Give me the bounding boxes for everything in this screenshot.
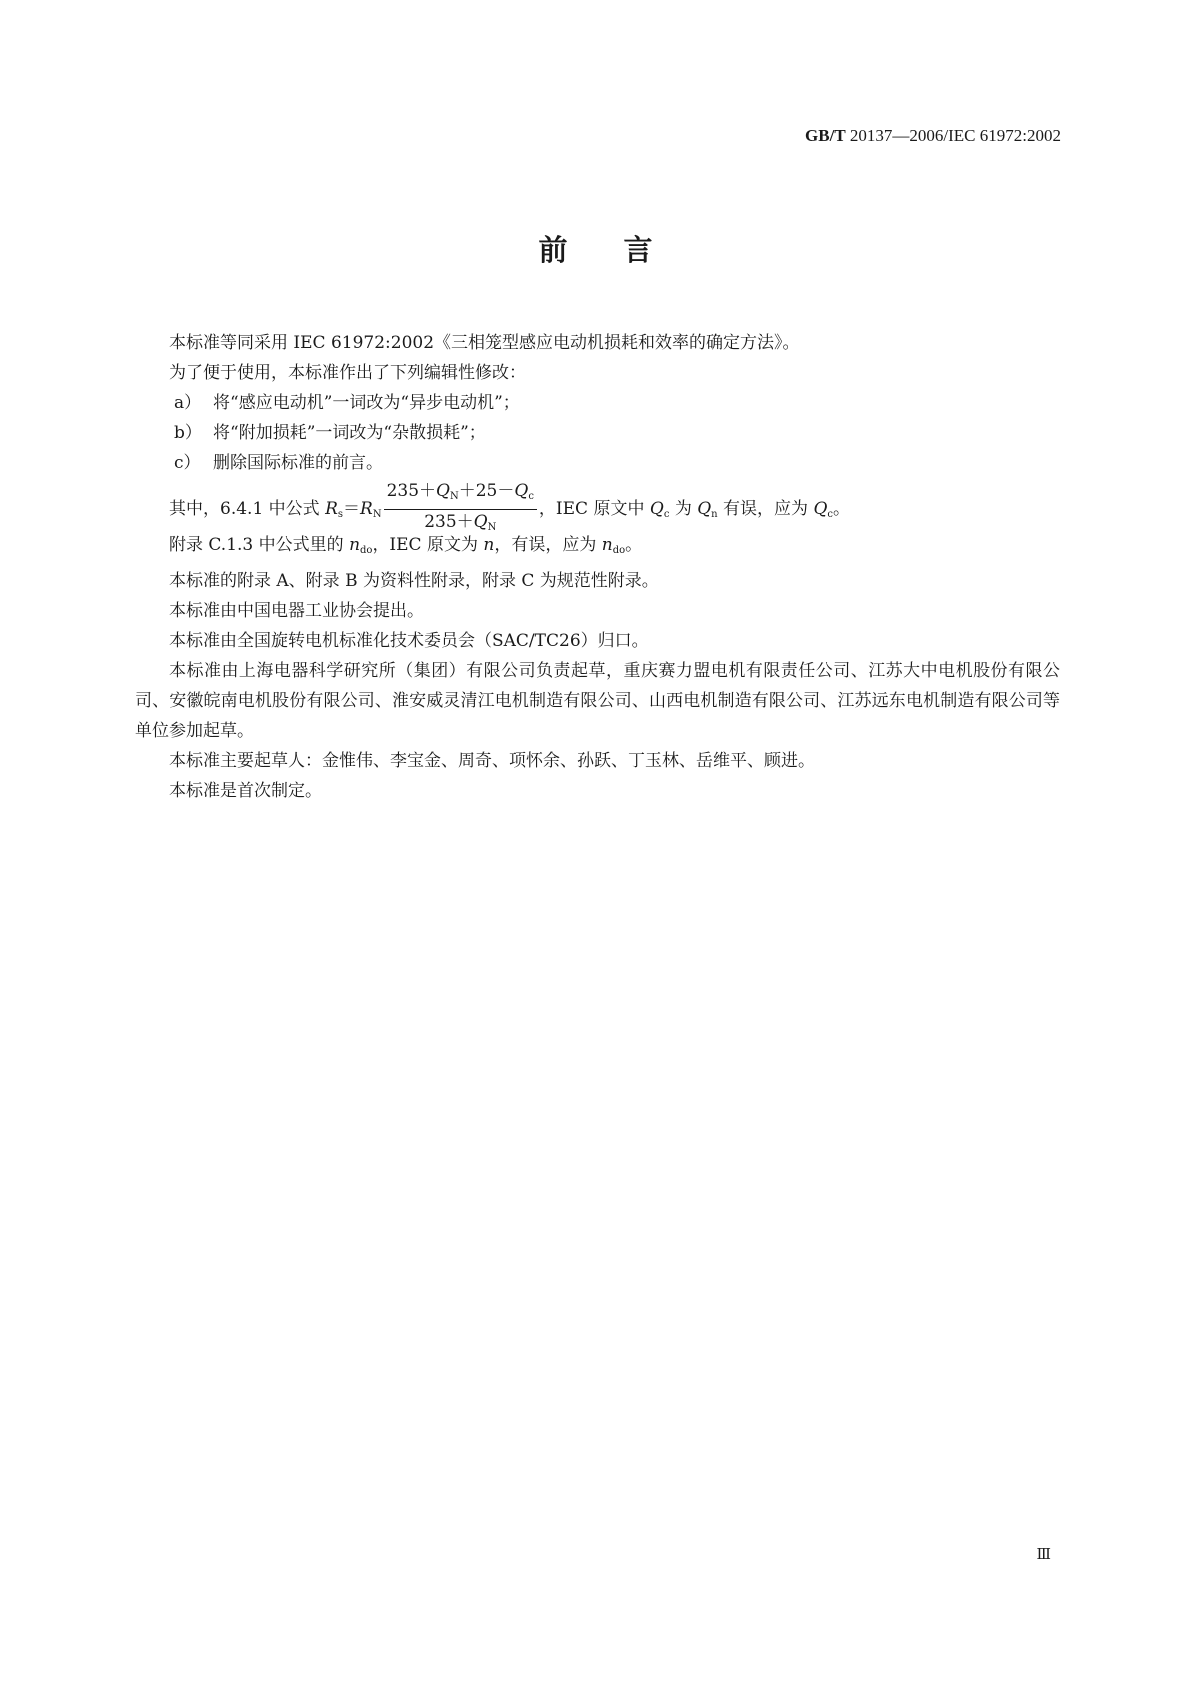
list-item-text: 将“感应电动机”一词改为“异步电动机”；	[213, 393, 520, 413]
formula-sub: do	[360, 545, 373, 556]
numerator-text: 235＋	[386, 481, 437, 501]
formula-var: n	[349, 535, 361, 555]
annex-text: 附录 C.1.3 中公式里的	[169, 535, 350, 555]
formula-tail-text: 为	[669, 499, 698, 519]
list-item-text: 删除国际标准的前言。	[213, 453, 383, 473]
list-item	[135, 388, 1060, 418]
numerator-text: ＋25－	[458, 481, 515, 501]
formula-sub: s	[337, 509, 344, 520]
formula-var: n	[483, 535, 495, 555]
foreword-body	[135, 328, 1060, 806]
list-item-text: 将“附加损耗”一词改为“杂散损耗”；	[213, 423, 486, 443]
formula-eq: ＝	[343, 499, 361, 519]
formula-sub: N	[487, 522, 497, 533]
formula-var: R	[325, 499, 338, 519]
paragraph-first-edition: 本标准是首次制定。	[169, 781, 322, 801]
page-number: Ⅲ	[1036, 1547, 1051, 1563]
formula-sub: c	[663, 509, 670, 520]
list-marker: c）	[174, 453, 201, 473]
formula-var: Q	[697, 499, 712, 519]
page-title: 前言	[538, 233, 709, 267]
standard-code-number: 20137—2006/IEC 61972:2002	[849, 126, 1061, 145]
standard-code	[805, 126, 1061, 146]
formula-var: Q	[813, 499, 828, 519]
formula-sub: N	[449, 491, 459, 502]
list-item	[135, 418, 1060, 448]
denominator-text: 235＋	[424, 512, 474, 532]
annex-text: ，IEC 原文为	[372, 535, 484, 555]
paragraph-drafters: 本标准主要起草人：金惟伟、李宝金、周奇、项怀余、孙跃、丁玉林、岳维平、顾进。	[169, 751, 815, 771]
formula-sub: c	[528, 491, 534, 502]
list-marker: b）	[174, 423, 202, 443]
formula-sub: n	[711, 509, 718, 520]
paragraph-adoption: 本标准等同采用 IEC 61972:2002《三相笼型感应电动机损耗和效率的确定方法》。	[169, 333, 800, 353]
formula-sub: N	[372, 509, 382, 520]
fraction-numerator	[384, 480, 537, 510]
formula-lead-text: 其中，6.4.1 中公式	[169, 499, 326, 519]
formula-var: R	[360, 499, 373, 519]
formula-tail-text: 。	[832, 499, 850, 519]
paragraph-formula-correction	[135, 480, 1060, 533]
list-marker: a）	[174, 393, 202, 413]
formula-var: Q	[436, 481, 450, 501]
paragraph-committee: 本标准由全国旋转电机标准化技术委员会（SAC/TC26）归口。	[169, 631, 649, 651]
paragraph-proposer: 本标准由中国电器工业协会提出。	[169, 601, 424, 621]
standard-code-prefix: GB/T	[805, 126, 846, 145]
annex-text: ，有误，应为	[494, 535, 602, 555]
formula-var: Q	[514, 481, 529, 501]
list-item	[135, 448, 1060, 478]
formula-var: n	[601, 535, 613, 555]
annex-text: 。	[625, 535, 643, 555]
paragraph-annex-types: 本标准的附录 A、附录 B 为资料性附录，附录 C 为规范性附录。	[169, 571, 659, 591]
formula-var: Q	[473, 512, 488, 532]
formula-tail-text: 有误，应为	[717, 499, 814, 519]
formula-sub: do	[612, 545, 626, 556]
paragraph-annex-correction	[135, 530, 1060, 566]
formula-tail-text: ，IEC 原文中	[538, 499, 650, 519]
formula-var: Q	[649, 499, 664, 519]
paragraph-edits-intro: 为了便于使用，本标准作出了下列编辑性修改：	[169, 363, 526, 383]
paragraph-drafting-units: 本标准由上海电器科学研究所（集团）有限公司负责起草，重庆赛力盟电机有限责任公司、江苏大中电机股份有限公司、安徽皖南电机股份有限公司、淮安威灵清江电机制造有限公司、山西电机制造有限公司、江苏远东电机制造有限公司等单位参加起草。	[135, 661, 1060, 741]
formula-sub: c	[827, 509, 833, 520]
